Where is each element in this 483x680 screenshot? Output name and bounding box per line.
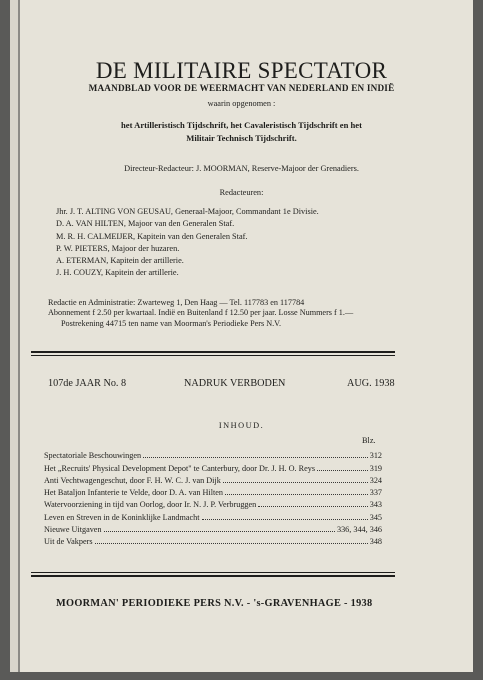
editor-item: J. H. COUZY, Kapitein der artillerie. — [56, 268, 179, 278]
table-of-contents — [44, 448, 382, 546]
publisher-footer: MOORMAN' PERIODIEKE PERS N.V. - 's-GRAVENHAGE - 1938 — [56, 598, 373, 609]
toc-entry-title: Watervoorziening in tijd van Oorlog, door Ir. N. J. P. Verbruggen — [44, 500, 257, 510]
toc-entry-title: Anti Vechtwagengeschut, door F. H. W. C. J. van Dijk — [44, 475, 221, 485]
divider-thick — [31, 351, 395, 353]
toc-entry-title: Het „Recruits' Physical Development Depot" te Canterbury, door Dr. J. H. O. Reys — [44, 463, 316, 473]
toc-leader — [258, 506, 367, 507]
toc-entry-title: Het Bataljon Infanterie te Velde, door D. A. van Hilten — [44, 488, 224, 498]
toc-entry — [44, 485, 382, 497]
editor-item: P. W. PIETERS, Majoor der huzaren. — [56, 243, 180, 253]
incorporated-line-2: Militair Technisch Tijdschrift. — [186, 133, 297, 143]
toc-entry-page: 336, 344, 346 — [336, 525, 382, 535]
toc-entry — [44, 448, 382, 460]
director-line: Directeur-Redacteur: J. MOORMAN, Reserve-Majoor der Grenadiers. — [124, 164, 359, 173]
toc-leader — [104, 531, 335, 532]
editor-item: Jhr. J. T. ALTING VON GEUSAU, Generaal-Majoor, Commandant 1e Divisie. — [56, 207, 319, 216]
toc-entry — [44, 522, 382, 534]
toc-entry — [44, 509, 382, 521]
toc-leader — [202, 519, 368, 520]
incorporated-line-1: het Artilleristisch Tijdschrift, het Cavaleristisch Tijdschrift en het — [121, 120, 362, 130]
journal-subtitle: MAANDBLAD VOOR DE WEERMACHT VAN NEDERLAND EN INDIË — [88, 83, 395, 93]
editor-item: M. R. H. CALMEIJER, Kapitein van den Generalen Staf. — [56, 231, 248, 241]
toc-entry-title: Nieuwe Uitgaven — [44, 525, 102, 535]
toc-entry — [44, 497, 382, 509]
toc-entry-page: 324 — [369, 475, 382, 485]
toc-entry-page: 319 — [369, 463, 382, 473]
toc-entry — [44, 534, 382, 546]
issue-volume: 107de JAAR No. 8 — [48, 378, 127, 389]
divider-thin — [31, 572, 395, 573]
toc-leader — [317, 470, 368, 471]
toc-entry-page: 312 — [369, 451, 382, 461]
journal-title: DE MILITAIRE SPECTATOR — [95, 58, 388, 83]
toc-entry-title: Spectatoriale Beschouwingen — [44, 451, 142, 461]
toc-entry-page: 348 — [369, 537, 382, 547]
divider-thin — [31, 355, 395, 356]
admin-subscription-line: Abonnement f 2.50 per kwartaal. Indië en Buitenland f 12.50 per jaar. Losse Nummers f 1.— — [48, 308, 354, 318]
toc-entry-page: 343 — [369, 500, 382, 510]
admin-giro-line: Postrekening 44715 ten name van Moorman's Periodieke Pers N.V. — [61, 318, 282, 328]
administration-info — [48, 298, 408, 329]
divider-thick — [31, 575, 395, 577]
toc-page-label: Blz. — [362, 436, 376, 445]
toc-entry-title: Leven en Streven in de Koninklijke Landmacht — [44, 512, 200, 522]
toc-leader — [95, 543, 368, 544]
toc-entry-page: 345 — [369, 512, 382, 522]
journal-cover-page — [10, 0, 473, 672]
editor-item: A. ETERMAN, Kapitein der artillerie. — [56, 256, 184, 266]
incorporating-label: waarin opgenomen : — [207, 99, 276, 108]
admin-address-line: Redactie en Administratie: Zwarteweg 1, Den Haag — Tel. 117783 en 117784 — [48, 298, 305, 307]
editor-item: D. A. VAN HILTEN, Majoor van den Generalen Staf. — [56, 219, 235, 229]
toc-heading: INHOUD. — [218, 421, 265, 430]
toc-entry — [44, 473, 382, 485]
reprint-notice: NADRUK VERBODEN — [184, 378, 286, 389]
editors-heading: Redacteuren: — [219, 188, 264, 197]
toc-entry — [44, 460, 382, 472]
editors-list — [56, 206, 319, 280]
issue-date: AUG. 1938 — [347, 378, 395, 389]
toc-leader — [225, 494, 368, 495]
toc-entry-page: 337 — [369, 488, 382, 498]
toc-leader — [143, 457, 368, 458]
toc-leader — [223, 482, 368, 483]
toc-entry-title: Uit de Vakpers — [44, 537, 93, 547]
